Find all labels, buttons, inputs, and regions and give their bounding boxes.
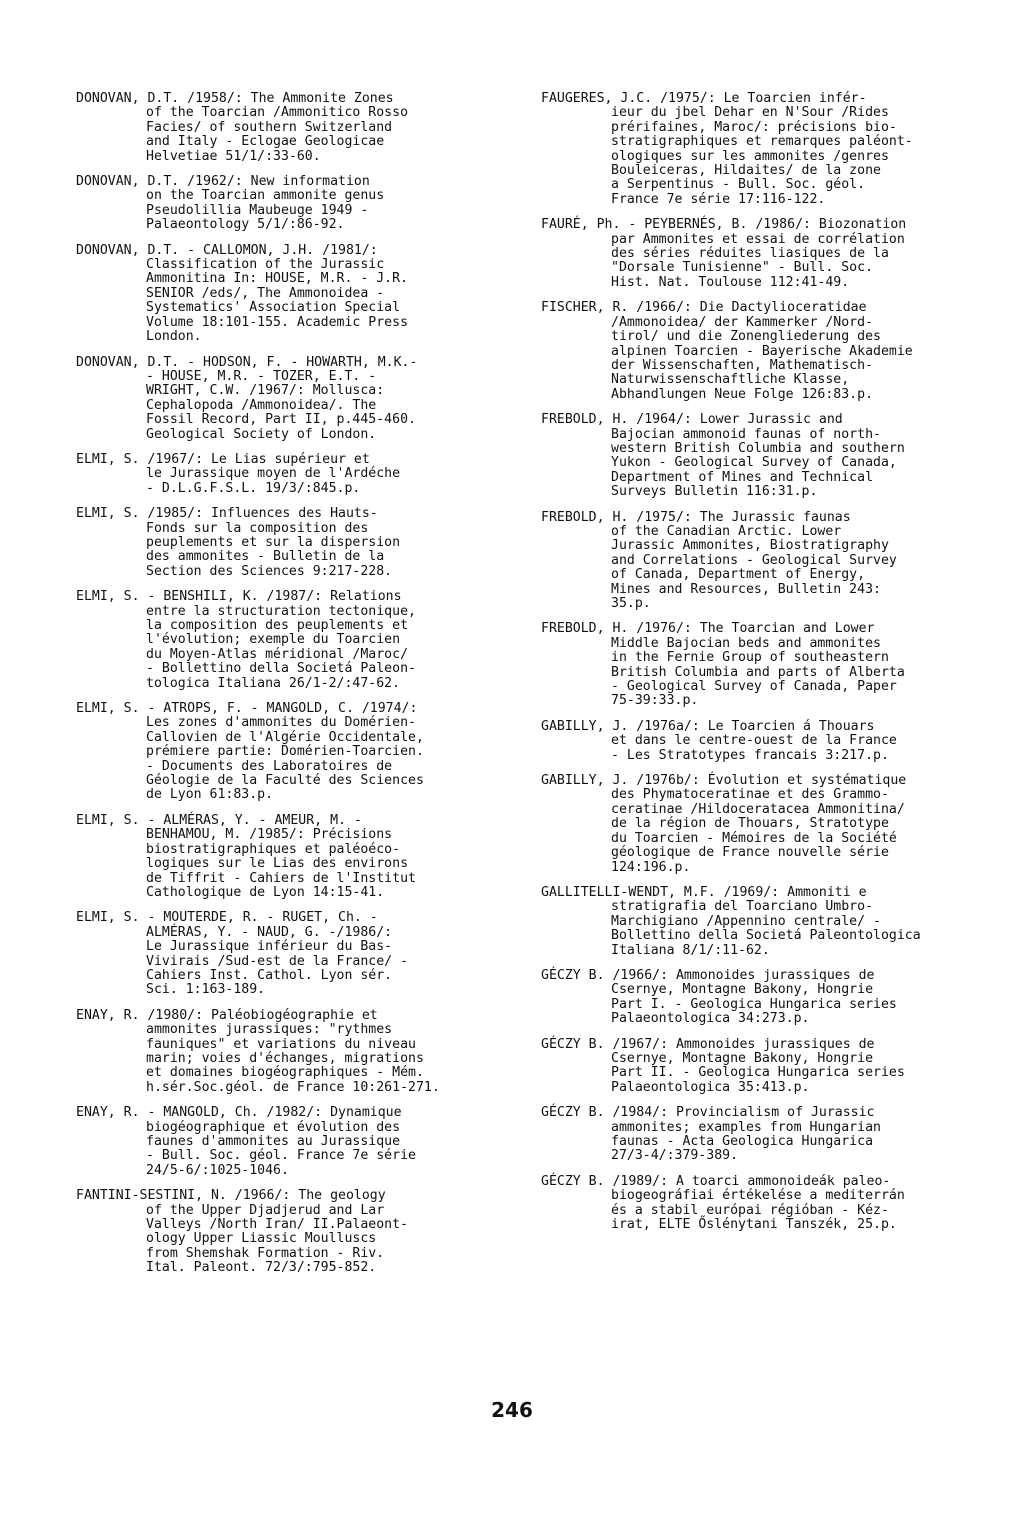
reference-line: Geological Society of London. [146,426,377,442]
reference-line: marin; voies d'échanges, migrations [146,1050,424,1066]
reference-line: Palaeontology 5/1/:86-92. [146,217,345,233]
reference-line: France 7e série 17:116-122. [611,191,826,207]
reference-first-line: ELMI, S. /1985/: Influences des Hauts- [76,506,378,522]
reference-first-line: FISCHER, R. /1966/: Die Dactylioceratidae [541,300,867,316]
reference-line: du Moyen-Atlas méridional /Maroc/ [146,646,409,662]
left-column [76,92,522,1287]
reference-entry [76,814,522,900]
reference-line: Volume 18:101-155. Academic Press [146,314,409,330]
reference-line: alpinen Toarcien - Bayerische Akademie [611,343,913,359]
reference-line: Vivirais /Sud-est de la France/ - [146,953,409,969]
reference-entry [76,702,522,803]
reference-line: de Lyon 61:83.p. [146,787,274,803]
reference-line: Callovien de l'Algérie Occidentale, [146,729,424,745]
reference-line: et domaines biogéographiques - Mém. [146,1065,424,1081]
reference-first-line: GABILLY, J. /1976a/: Le Toarcien á Thouars [541,718,875,734]
reference-line: et dans le centre-ouest de la France [611,733,897,749]
reference-line: biogéographique et évolution des [146,1119,401,1135]
reference-line: Abhandlungen Neue Folge 126:83.p. [611,386,874,402]
reference-line: des séries réduites liasiques de la [611,246,889,262]
reference-first-line: ELMI, S. - ALMÉRAS, Y. - AMEUR, M. - [76,812,362,828]
reference-entry [541,218,1003,290]
reference-line: Part II. - Geologica Hungarica series [611,1065,905,1081]
reference-line: tologica Italiana 26/1-2/:47-62. [146,675,401,691]
right-column [541,92,1003,1243]
reference-line: Palaeontologica 35:413.p. [611,1079,810,1095]
reference-first-line: GÉCZY B. /1966/: Ammonoides jurassiques de [541,967,875,983]
reference-entry [541,1038,1003,1096]
reference-line: Middle Bajocian beds and ammonites [611,635,881,651]
reference-line: western British Columbia and southern [611,440,905,456]
reference-line: Sci. 1:163-189. [146,982,266,998]
reference-first-line: DONOVAN, D.T. - HODSON, F. - HOWARTH, M.K.- [76,354,418,370]
reference-line: 24/5-6/:1025-1046. [146,1162,289,1178]
reference-line: - Les Stratotypes francais 3:217.p. [611,747,889,763]
reference-entry [76,1106,522,1178]
reference-first-line: FREBOLD, H. /1976/: The Toarcian and Lower [541,621,875,637]
reference-entry [76,175,522,233]
reference-line: Mines and Resources, Bulletin 243: [611,581,881,597]
reference-line: Palaeontologica 34:273.p. [611,1011,810,1027]
reference-line: l'évolution; exemple du Toarcien [146,632,401,648]
reference-line: Csernye, Montagne Bakony, Hongrie [611,1050,874,1066]
reference-line: Les zones d'ammonites du Domérien- [146,715,416,731]
reference-line: du Toarcien - Mémoires de la Société [611,830,897,846]
reference-line: WRIGHT, C.W. /1967/: Mollusca: [146,383,385,399]
reference-entry [541,622,1003,708]
reference-line: Géologie de la Faculté des Sciences [146,773,424,789]
reference-line: Section des Sciences 9:217-228. [146,563,393,579]
reference-line: Cahiers Inst. Cathol. Lyon sér. [146,967,393,983]
reference-line: des ammonites - Bulletin de la [146,549,385,565]
reference-line: Classification of the Jurassic [146,257,385,273]
reference-entry [541,969,1003,1027]
reference-line: - Geological Survey of Canada, Paper [611,679,897,695]
reference-line: Naturwissenschaftliche Klasse, [611,372,850,388]
reference-line: stratigraphiques et remarques paléont- [611,134,913,150]
reference-line: ceratinae /Hildoceratacea Ammonitina/ [611,801,905,817]
reference-line: Facies/ of southern Switzerland [146,119,393,135]
reference-line: Ital. Paleont. 72/3/:795-852. [146,1260,377,1276]
reference-line: Systematics' Association Special [146,300,401,316]
reference-entry [76,911,522,997]
reference-line: géologique de France nouvelle série [611,845,889,861]
reference-line: 27/3-4/:379-389. [611,1148,739,1164]
reference-first-line: FAUGERES, J.C. /1975/: Le Toarcien infér- [541,91,867,106]
reference-first-line: FREBOLD, H. /1964/: Lower Jurassic and [541,412,843,428]
reference-line: és a stabil európai régióban - Kéz- [611,1202,889,1218]
reference-first-line: FAURÉ, Ph. - PEYBERNÉS, B. /1986/: Biozonation [541,217,907,233]
reference-line: Part I. - Geologica Hungarica series [611,996,897,1012]
reference-first-line: GÉCZY B. /1967/: Ammonoides jurassiques de [541,1036,875,1052]
reference-line: ammonites jurassiques: "rythmes [146,1022,393,1038]
reference-line: 124:196.p. [611,859,691,875]
reference-line: Department of Mines and Technical [611,469,874,485]
reference-first-line: ELMI, S. - ATROPS, F. - MANGOLD, C. /1974/: [76,701,418,717]
reference-line: par Ammonites et essai de corrélation [611,231,905,247]
reference-first-line: ELMI, S. /1967/: Le Lias supérieur et [76,451,370,467]
reference-line: ologiques sur les ammonites /genres [611,148,889,164]
reference-line: Helvetiae 51/1/:33-60. [146,148,321,164]
reference-line: Jurassic Ammonites, Biostratigraphy [611,538,889,554]
reference-line: de Tiffrit - Cahiers de l'Institut [146,870,416,886]
reference-entry [76,590,522,691]
reference-first-line: GABILLY, J. /1976b/: Évolution et systématique [541,773,907,789]
reference-first-line: DONOVAN, D.T. /1962/: New information [76,174,370,190]
reference-entry [541,511,1003,612]
reference-line: and Correlations - Geological Survey [611,552,897,568]
reference-first-line: GÉCZY B. /1989/: A toarci ammonoideák paleo- [541,1173,891,1189]
reference-line: Le Jurassique inférieur du Bas- [146,939,393,955]
reference-line: h.sér.Soc.géol. de France 10:261-271. [146,1079,440,1095]
reference-line: der Wissenschaften, Mathematisch- [611,357,874,373]
reference-line: 75-39:33.p. [611,693,699,709]
reference-line: tirol/ und die Zonengliederung des [611,329,881,345]
reference-line: Italiana 8/1/:11-62. [611,942,770,958]
reference-line: /Ammonoidea/ der Kammerker /Nord- [611,314,874,330]
reference-line: Surveys Bulletin 116:31.p. [611,484,818,500]
reference-line: Yukon - Geological Survey of Canada, [611,455,897,471]
reference-entry [541,774,1003,875]
reference-line: faunes d'ammonites au Jurassique [146,1134,401,1149]
reference-line: Marchigiano /Appennino centrale/ - [611,913,881,929]
reference-entry [541,1106,1003,1164]
reference-entry [541,413,1003,499]
reference-line: in the Fernie Group of southeastern [611,650,889,666]
reference-line: of the Canadian Arctic. Lower [611,523,842,539]
reference-first-line: ELMI, S. - BENSHILI, K. /1987/: Relations [76,589,402,605]
reference-first-line: ELMI, S. - MOUTERDE, R. - RUGET, Ch. - [76,910,378,926]
reference-line: fauniques" et variations du niveau [146,1036,416,1052]
reference-line: irat, ELTE Őslénytani Tanszék, 25.p. [611,1217,897,1233]
reference-line: "Dorsale Tunisienne" - Bull. Soc. [611,260,874,276]
page-number: 246 [491,1398,533,1422]
reference-entry [76,1009,522,1095]
reference-line: - Bollettino della Societá Paleon- [146,661,416,677]
reference-line: from Shemshak Formation - Riv. [146,1245,385,1261]
reference-line: a Serpentinus - Bull. Soc. géol. [611,177,866,193]
reference-line: entre la structuration tectonique, [146,603,416,619]
reference-line: Cephalopoda /Ammonoidea/. The [146,397,377,413]
reference-first-line: ENAY, R. /1980/: Paléobiogéographie et [76,1007,378,1023]
reference-line: - HOUSE, M.R. - TOZER, E.T. - [146,368,377,384]
reference-entry [76,453,522,496]
reference-line: Bajocian ammonoid faunas of north- [611,426,881,442]
reference-line: Hist. Nat. Toulouse 112:41-49. [611,274,850,290]
reference-line: London. [146,329,202,345]
reference-entry [541,720,1003,763]
reference-entry [76,92,522,164]
reference-line: Ammonitina In: HOUSE, M.R. - J.R. [146,271,409,287]
reference-entry [76,356,522,442]
reference-line: biogeográfiai értékelése a mediterrán [611,1188,905,1204]
reference-line: peuplements et sur la dispersion [146,534,401,550]
reference-line: and Italy - Eclogae Geologicae [146,134,385,150]
reference-first-line: FANTINI-SESTINI, N. /1966/: The geology [76,1188,386,1204]
reference-line: Fonds sur la composition des [146,520,369,536]
reference-line: faunas - Acta Geologica Hungarica [611,1134,874,1149]
reference-line: of Canada, Department of Energy, [611,567,866,583]
reference-entry [76,507,522,579]
reference-first-line: GÉCZY B. /1984/: Provincialism of Jurassic [541,1105,875,1121]
reference-entry [76,1189,522,1275]
reference-line: la composition des peuplements et [146,618,409,633]
reference-line: ieur du jbel Dehar en N'Sour /Rides [611,105,889,121]
reference-line: Bouleiceras, Hildaites/ de la zone [611,163,881,179]
reference-first-line: FREBOLD, H. /1975/: The Jurassic faunas [541,509,851,525]
reference-line: logiques sur le Lias des environs [146,856,409,872]
reference-entry [541,1175,1003,1233]
reference-line: ology Upper Liassic Moulluscs [146,1231,377,1247]
reference-line: stratigrafia del Toarciano Umbro- [611,899,874,915]
reference-line: Csernye, Montagne Bakony, Hongrie [611,982,874,998]
reference-line: Pseudolillia Maubeuge 1949 - [146,202,369,218]
reference-line: 35.p. [611,596,651,611]
reference-line: des Phymatoceratinae et des Grammo- [611,787,889,803]
reference-line: BENHAMOU, M. /1985/: Précisions [146,827,393,843]
reference-line: Cathologique de Lyon 14:15-41. [146,884,385,900]
reference-line: - Bull. Soc. géol. France 7e série [146,1148,416,1164]
reference-line: le Jurassique moyen de l'Ardéche [146,466,401,482]
reference-line: - D.L.G.F.S.L. 19/3/:845.p. [146,480,361,496]
reference-first-line: DONOVAN, D.T. - CALLOMON, J.H. /1981/: [76,242,378,258]
reference-entry [76,244,522,345]
reference-entry [541,301,1003,402]
reference-line: of the Toarcian /Ammonitico Rosso [146,105,409,121]
reference-line: of the Upper Djadjerud and Lar [146,1202,385,1218]
reference-first-line: ENAY, R. - MANGOLD, Ch. /1982/: Dynamique [76,1105,402,1121]
reference-entry [541,92,1003,207]
reference-first-line: GALLITELLI-WENDT, M.F. /1969/: Ammoniti e [541,884,867,900]
reference-line: on the Toarcian ammonite genus [146,188,385,204]
reference-line: Fossil Record, Part II, p.445-460. [146,412,416,428]
reference-line: SENIOR /eds/, The Ammonoidea - [146,285,385,301]
reference-line: prérifaines, Maroc/: précisions bio- [611,119,897,135]
reference-line: de la région de Thouars, Stratotype [611,816,889,832]
reference-entry [541,886,1003,958]
reference-first-line: DONOVAN, D.T. /1958/: The Ammonite Zones [76,91,394,106]
reference-line: - Documents des Laboratoires de [146,758,393,774]
reference-line: ammonites; examples from Hungarian [611,1119,881,1135]
reference-line: ALMÉRAS, Y. - NAUD, G. -/1986/: [146,924,393,940]
reference-line: Bollettino della Societá Paleontologica [611,928,921,944]
reference-line: biostratigraphiques et paléoéco- [146,841,401,857]
reference-line: prémiere partie: Domérien-Toarcien. [146,744,424,760]
reference-line: British Columbia and parts of Alberta [611,664,905,680]
reference-line: Valleys /North Iran/ II.Palaeont- [146,1217,409,1233]
